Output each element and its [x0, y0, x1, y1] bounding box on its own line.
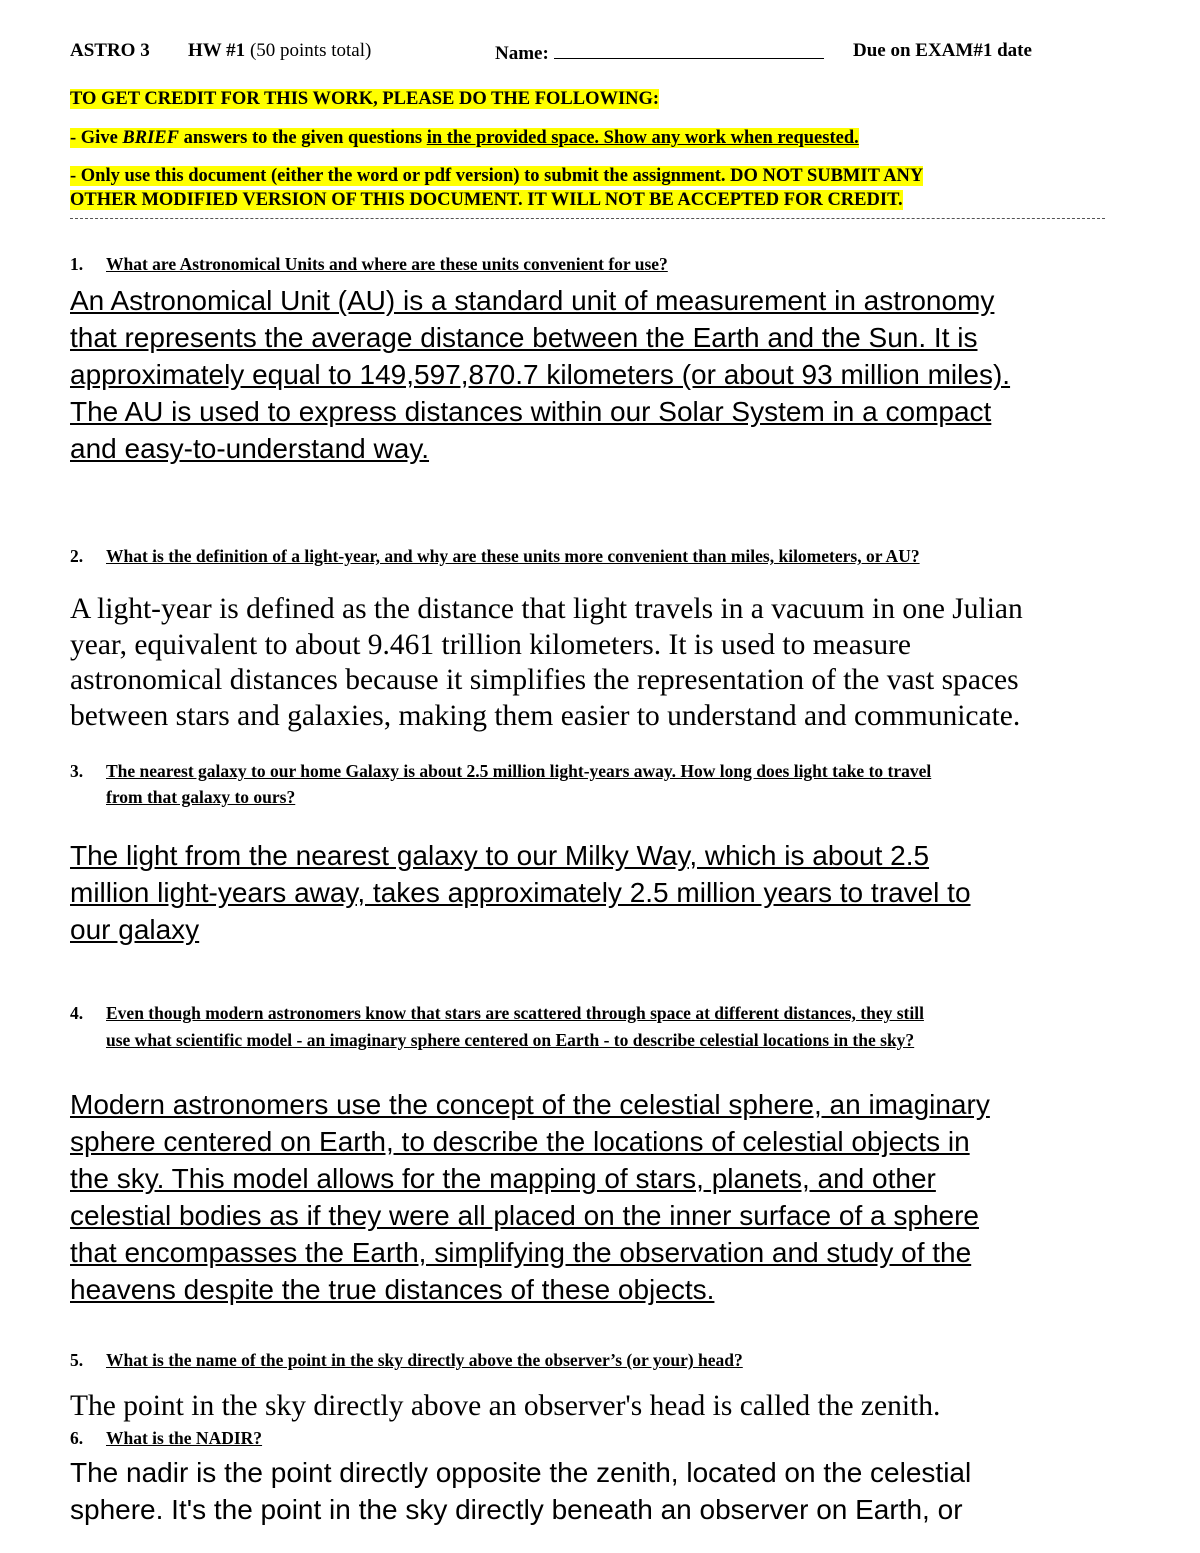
instruction-submit-2: OTHER MODIFIED VERSION OF THIS DOCUMENT. IT WILL NOT BE ACCEPTED FOR CREDIT. [70, 190, 903, 210]
course-header [70, 40, 150, 62]
question-2: 2. What is the definition of a light-year, and why are these units more convenient than miles, kilometers, or AU? [70, 546, 920, 566]
name-label: Name: [495, 43, 549, 64]
answer-5: The point in the sky directly above an observer's head is called the zenith. [70, 1390, 941, 1422]
question-3: 3. The nearest galaxy to our home Galaxy is about 2.5 million light-years away. How long does light take to travel [70, 761, 932, 781]
hw-number: HW #1 [188, 40, 246, 61]
due-date: Due on EXAM#1 date [853, 40, 1032, 61]
name-field [495, 40, 824, 65]
answer-4: Modern astronomers use the concept of the celestial sphere, an imaginary sphere centered on Earth, to describe the locations of celestial objects in the sky. This model allows for the mapping of stars, planets, and other celestial bodies as if they were all placed on the inner surface of a sphere that encompasses the Earth, simplifying the observation and study of the heavens despite the true distances of these objects. [70, 1089, 990, 1305]
name-blank-line [554, 40, 824, 59]
instruction-brief: - Give BRIEF answers to the given questions in the provided space. Show any work when requested. [70, 128, 859, 148]
question-6: 6. What is the NADIR? [70, 1428, 263, 1448]
hw-points: (50 points total) [249, 40, 372, 61]
answer-6: The nadir is the point directly opposite the zenith, located on the celestial sphere. It's the point in the sky directly beneath an observer on Earth, or [70, 1457, 972, 1525]
answer-2: A light-year is defined as the distance that light travels in a vacuum in one Julian year, equivalent to about 9.461 trillion kilometers. It is used to measure astronomical distances because it simplifies the representation of the vast spaces between stars and galaxies, making them easier to understand and communicate. [70, 593, 1023, 732]
hw-header [188, 40, 371, 62]
question-4-line-2: use what scientific model - an imaginary sphere centered on Earth - to describe celestial locations in the sky? [106, 1030, 915, 1050]
answer-3: The light from the nearest galaxy to our Milky Way, which is about 2.5 million light-years away, takes approximately 2.5 million years to travel to our galaxy [70, 840, 971, 945]
instruction-heading: TO GET CREDIT FOR THIS WORK, PLEASE DO THE FOLLOWING: [70, 89, 660, 109]
course-code: ASTRO 3 [70, 40, 150, 61]
instruction-submit-1: - Only use this document (either the word or pdf version) to submit the assignment. DO NOT SUBMIT ANY [70, 166, 924, 186]
answer-1: An Astronomical Unit (AU) is a standard unit of measurement in astronomy that represents the average distance between the Earth and the Sun. It is approximately equal to 149,597,870.7 kilometers (or about 93 million miles). The AU is used to express distances within our Solar System in a compact and easy-to-understand way. [70, 285, 1011, 464]
question-4: 4. Even though modern astronomers know that stars are scattered through space at different distances, they still [70, 1003, 924, 1023]
question-1: 1. What are Astronomical Units and where are these units convenient for use? [70, 254, 668, 274]
dashed-divider [70, 218, 1105, 219]
question-3-line-2: from that galaxy to ours? [106, 787, 296, 807]
question-5: 5. What is the name of the point in the sky directly above the observer’s (or your) head? [70, 1350, 743, 1370]
